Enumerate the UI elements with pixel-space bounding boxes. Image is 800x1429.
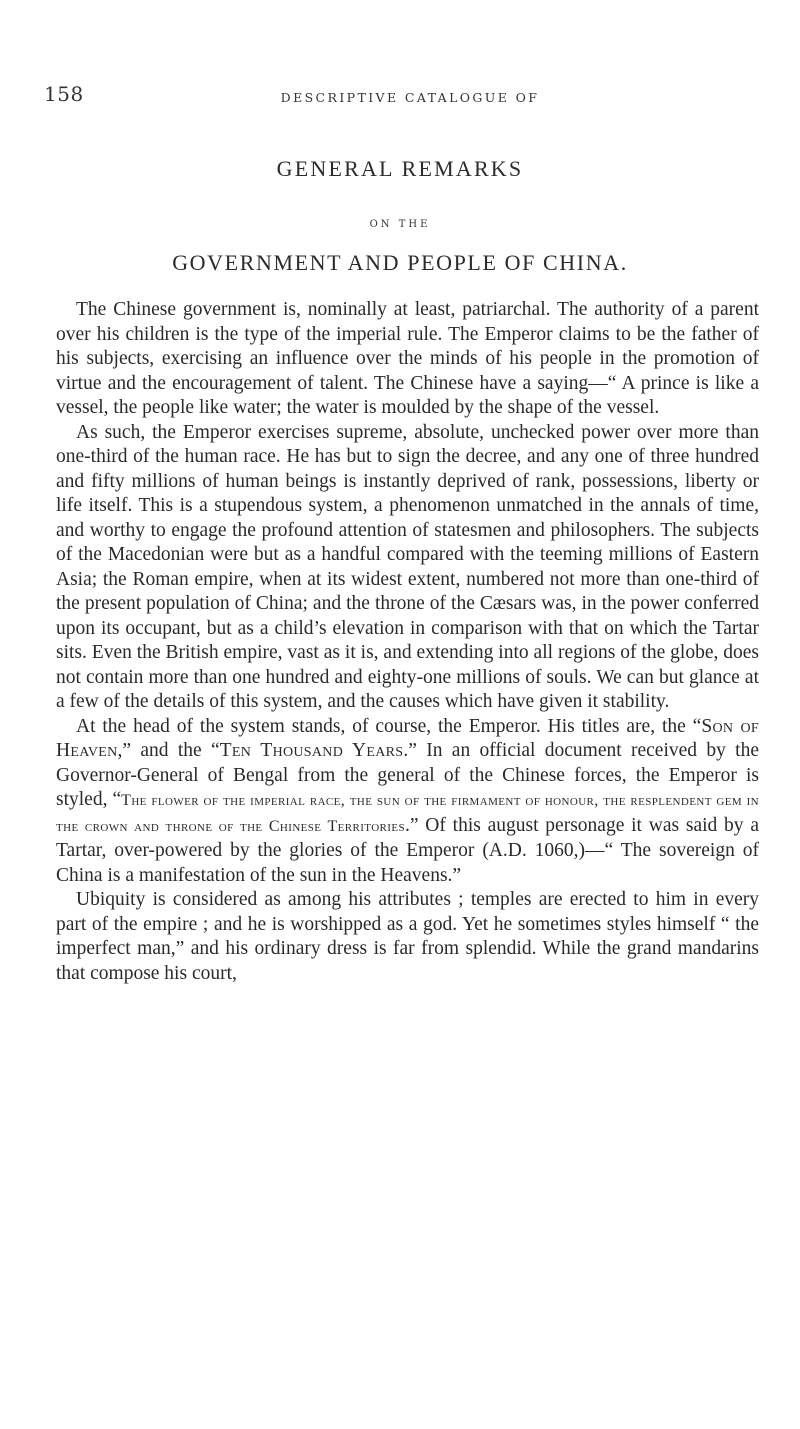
page-number: 158: [44, 82, 84, 106]
title-son-of-heaven: Son of Heaven: [56, 715, 759, 761]
body-text: [56, 298, 759, 986]
paragraph-3-text: .” In an official document received by the Governor-General of Bengal from the general of the Chinese forces, the Emperor is styled, “: [56, 740, 759, 810]
imperial-style-quote: The flower of the imperial race, the sun of the firmament of honour, the resplendent gem in the crown and throne of the Chinese Territories: [56, 792, 760, 835]
section-title-continued: GOVERNMENT AND PEOPLE OF CHINA.: [172, 250, 628, 275]
paragraph-3: [56, 715, 759, 889]
title-ten-thousand-years: Ten Thousand Years: [219, 740, 404, 761]
paragraph-3-text: ,” and the “: [117, 740, 220, 761]
paragraph-3-text: At the head of the system stands, of course, the Emperor. His titles are, the “: [76, 715, 702, 737]
section-title: GENERAL REMARKS: [276, 156, 524, 181]
running-header: DESCRIPTIVE CATALOGUE OF: [280, 90, 540, 105]
paragraph-4: Ubiquity is considered as among his attributes ; temples are erected to him in every part of the empire ; and he is worshipped as a god. Yet he sometimes styles himself “ the imperfect man,” and his ordinary dress is far from splendid. While the grand mandarins that compose his court,: [56, 889, 759, 984]
paragraph-3-text: .” Of this august personage it was said by a Tartar, over-powered by the glories of the Emperor (A.D. 1060,)—“ The sovereign of China is a manifestation of the sun in the Heavens.”: [56, 814, 759, 886]
paragraph-1: The Chinese government is, nominally at least, patriarchal. The authority of a parent over his children is the type of the imperial rule. The Emperor claims to be the father of his subjects, exercising an influence over the minds of his people in the promotion of virtue and the encouragement of talent. The Chinese have a saying—“ A prince is like a vessel, the people like water; the water is moulded by the shape of the vessel.: [56, 299, 759, 418]
section-subtitle: ON THE: [369, 219, 431, 230]
paragraph-2: As such, the Emperor exercises supreme, absolute, unchecked power over more than one-third of the human race. He has but to sign the decree, and any one of three hundred and fifty millions of human beings is instantly deprived of rank, possessions, liberty or life itself. This is a stupendous system, a phenomenon unmatched in the annals of time, and worthy to engage the profound attention of statesmen and philosophers. The subjects of the Macedonian were but as a handful compared with the teeming millions of Eastern Asia; the Roman empire, when at its widest extent, numbered not more than one-third of the present population of China; and the throne of the Cæsars was, in the power conferred upon its occupant, but as a child’s elevation in comparison with that on which the Tartar sits. Even the British empire, vast as it is, and extending into all regions of the globe, does not contain more than one hundred and eighty-one millions of souls. We can but glance at a few of the details of this system, and the causes which have given it stability.: [56, 421, 759, 712]
